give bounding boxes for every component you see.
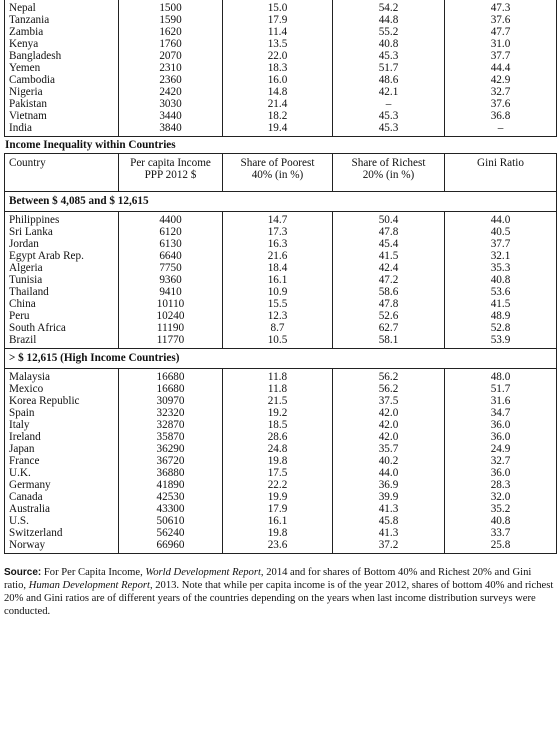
- cell-income: 1760: [119, 38, 223, 50]
- cell-poorest-share: 19.4: [223, 122, 333, 137]
- cell-gini: 47.3: [445, 0, 557, 14]
- cell-country: Cambodia: [5, 74, 119, 86]
- cell-poorest-share: 19.9: [223, 491, 333, 503]
- cell-richest-share: 45.3: [333, 122, 445, 137]
- cell-country: Switzerland: [5, 527, 119, 539]
- cell-country: Kenya: [5, 38, 119, 50]
- cell-income: 35870: [119, 431, 223, 443]
- cell-income: 10240: [119, 310, 223, 322]
- table-row: [5, 515, 557, 527]
- cell-gini: 33.7: [445, 527, 557, 539]
- cell-poorest-share: 21.5: [223, 395, 333, 407]
- high-income-body: [5, 369, 557, 554]
- cell-income: 2360: [119, 74, 223, 86]
- cell-poorest-share: 18.5: [223, 419, 333, 431]
- cell-country: Vietnam: [5, 110, 119, 122]
- cell-poorest-share: 28.6: [223, 431, 333, 443]
- cell-richest-share: 52.6: [333, 310, 445, 322]
- cell-poorest-share: 24.8: [223, 443, 333, 455]
- cell-income: 56240: [119, 527, 223, 539]
- table-row: [5, 62, 557, 74]
- cell-country: U.S.: [5, 515, 119, 527]
- cell-gini: 41.5: [445, 298, 557, 310]
- cell-gini: 36.0: [445, 467, 557, 479]
- cell-income: 42530: [119, 491, 223, 503]
- cell-gini: 25.8: [445, 539, 557, 554]
- cell-gini: 28.3: [445, 479, 557, 491]
- table-row: [5, 334, 557, 349]
- table-row: [5, 383, 557, 395]
- header-share-richest: [333, 154, 445, 192]
- cell-country: France: [5, 455, 119, 467]
- cell-poorest-share: 21.6: [223, 250, 333, 262]
- cell-country: Korea Republic: [5, 395, 119, 407]
- cell-gini: 37.7: [445, 238, 557, 250]
- cell-country: Ireland: [5, 431, 119, 443]
- cell-income: 3440: [119, 110, 223, 122]
- table-row: [5, 479, 557, 491]
- cell-richest-share: 39.9: [333, 491, 445, 503]
- cell-richest-share: 42.0: [333, 431, 445, 443]
- cell-richest-share: 37.5: [333, 395, 445, 407]
- cell-gini: 36.0: [445, 419, 557, 431]
- cell-richest-share: 44.8: [333, 14, 445, 26]
- cell-poorest-share: 16.0: [223, 74, 333, 86]
- table-row: [5, 527, 557, 539]
- table-row: [5, 369, 557, 384]
- cell-poorest-share: 11.4: [223, 26, 333, 38]
- cell-gini: 36.0: [445, 431, 557, 443]
- cell-richest-share: 41.5: [333, 250, 445, 262]
- cell-richest-share: 40.2: [333, 455, 445, 467]
- header-share-poorest: [223, 154, 333, 192]
- cell-richest-share: 42.1: [333, 86, 445, 98]
- cell-poorest-share: 10.5: [223, 334, 333, 349]
- cell-gini: 44.0: [445, 212, 557, 227]
- cell-income: 41890: [119, 479, 223, 491]
- cell-richest-share: 42.0: [333, 419, 445, 431]
- cell-income: 4400: [119, 212, 223, 227]
- cell-income: 43300: [119, 503, 223, 515]
- table-row: [5, 322, 557, 334]
- cell-country: Japan: [5, 443, 119, 455]
- cell-income: 3030: [119, 98, 223, 110]
- group-middle-income-row: [5, 192, 557, 212]
- cell-country: South Africa: [5, 322, 119, 334]
- table-row: [5, 86, 557, 98]
- cell-richest-share: 47.8: [333, 298, 445, 310]
- cell-country: Norway: [5, 539, 119, 554]
- header-poorest-line1: Share of Poorest: [240, 157, 315, 169]
- cell-country: Bangladesh: [5, 50, 119, 62]
- cell-country: Pakistan: [5, 98, 119, 110]
- source-label: Source:: [4, 567, 42, 578]
- cell-richest-share: 55.2: [333, 26, 445, 38]
- cell-richest-share: 37.2: [333, 539, 445, 554]
- cell-gini: 32.7: [445, 86, 557, 98]
- cell-income: 9410: [119, 286, 223, 298]
- table-row: [5, 274, 557, 286]
- cell-poorest-share: 23.6: [223, 539, 333, 554]
- cell-income: 7750: [119, 262, 223, 274]
- header-per-capita-income: [119, 154, 223, 192]
- cell-richest-share: 51.7: [333, 62, 445, 74]
- cell-gini: 36.8: [445, 110, 557, 122]
- cell-gini: 52.8: [445, 322, 557, 334]
- cell-country: U.K.: [5, 467, 119, 479]
- cell-poorest-share: 16.1: [223, 274, 333, 286]
- cell-country: Jordan: [5, 238, 119, 250]
- group-middle-income-label: Between $ 4,085 and $ 12,615: [5, 192, 557, 212]
- cell-country: Thailand: [5, 286, 119, 298]
- cell-income: 2310: [119, 62, 223, 74]
- cell-poorest-share: 10.9: [223, 286, 333, 298]
- table-row: [5, 310, 557, 322]
- cell-gini: 51.7: [445, 383, 557, 395]
- table-row: [5, 38, 557, 50]
- table-row: [5, 110, 557, 122]
- cell-income: 1590: [119, 14, 223, 26]
- cell-country: India: [5, 122, 119, 137]
- cell-gini: 48.0: [445, 369, 557, 384]
- cell-poorest-share: 11.8: [223, 383, 333, 395]
- table-row: [5, 467, 557, 479]
- cell-poorest-share: 21.4: [223, 98, 333, 110]
- cell-richest-share: –: [333, 98, 445, 110]
- cell-country: Canada: [5, 491, 119, 503]
- cell-richest-share: 42.4: [333, 262, 445, 274]
- cell-gini: 32.1: [445, 250, 557, 262]
- cell-income: 11770: [119, 334, 223, 349]
- cell-country: Yemen: [5, 62, 119, 74]
- cell-income: 16680: [119, 383, 223, 395]
- cell-poorest-share: 12.3: [223, 310, 333, 322]
- table-row: [5, 14, 557, 26]
- cell-poorest-share: 22.2: [223, 479, 333, 491]
- source-text-1: For Per Capita Income,: [41, 567, 146, 578]
- cell-gini: 42.9: [445, 74, 557, 86]
- cell-richest-share: 58.1: [333, 334, 445, 349]
- cell-poorest-share: 18.4: [223, 262, 333, 274]
- cell-poorest-share: 18.2: [223, 110, 333, 122]
- cell-country: Brazil: [5, 334, 119, 349]
- cell-gini: 31.0: [445, 38, 557, 50]
- table-row: [5, 98, 557, 110]
- cell-gini: 40.8: [445, 274, 557, 286]
- cell-richest-share: 47.2: [333, 274, 445, 286]
- cell-income: 32320: [119, 407, 223, 419]
- cell-poorest-share: 8.7: [223, 322, 333, 334]
- cell-income: 66960: [119, 539, 223, 554]
- cell-gini: 40.8: [445, 515, 557, 527]
- cell-poorest-share: 14.8: [223, 86, 333, 98]
- table-row: [5, 50, 557, 62]
- table-row: [5, 395, 557, 407]
- cell-country: Tanzania: [5, 14, 119, 26]
- table-row: [5, 74, 557, 86]
- cell-richest-share: 41.3: [333, 527, 445, 539]
- group-high-income-row: [5, 349, 557, 369]
- cell-gini: 35.2: [445, 503, 557, 515]
- header-gini-ratio: Gini Ratio: [445, 154, 557, 192]
- header-row: [5, 154, 557, 192]
- cell-poorest-share: 15.0: [223, 0, 333, 14]
- cell-richest-share: 56.2: [333, 383, 445, 395]
- cell-gini: 53.6: [445, 286, 557, 298]
- cell-poorest-share: 17.5: [223, 467, 333, 479]
- cell-richest-share: 35.7: [333, 443, 445, 455]
- cell-poorest-share: 15.5: [223, 298, 333, 310]
- cell-poorest-share: 16.3: [223, 238, 333, 250]
- cell-gini: 32.0: [445, 491, 557, 503]
- cell-richest-share: 42.0: [333, 407, 445, 419]
- cell-income: 36720: [119, 455, 223, 467]
- table-row: [5, 431, 557, 443]
- cell-country: Peru: [5, 310, 119, 322]
- cell-country: Germany: [5, 479, 119, 491]
- cell-income: 32870: [119, 419, 223, 431]
- cell-income: 10110: [119, 298, 223, 310]
- cell-poorest-share: 22.0: [223, 50, 333, 62]
- source-note: [4, 566, 556, 618]
- cell-country: Sri Lanka: [5, 226, 119, 238]
- cell-country: Malaysia: [5, 369, 119, 384]
- cell-gini: 53.9: [445, 334, 557, 349]
- cell-country: China: [5, 298, 119, 310]
- header-poorest-line2: 40% (in %): [251, 169, 304, 181]
- cell-country: Australia: [5, 503, 119, 515]
- table-row: [5, 250, 557, 262]
- cell-gini: –: [445, 122, 557, 137]
- cell-country: Italy: [5, 419, 119, 431]
- cell-income: 36880: [119, 467, 223, 479]
- section-title: Income Inequality within Countries: [5, 139, 176, 151]
- cell-country: Algeria: [5, 262, 119, 274]
- cell-income: 36290: [119, 443, 223, 455]
- cell-richest-share: 40.8: [333, 38, 445, 50]
- cell-gini: 31.6: [445, 395, 557, 407]
- cell-country: Mexico: [5, 383, 119, 395]
- table-row: [5, 419, 557, 431]
- cell-income: 6640: [119, 250, 223, 262]
- cell-richest-share: 56.2: [333, 369, 445, 384]
- source-report-wdr: World Development Report: [145, 567, 261, 578]
- cell-richest-share: 50.4: [333, 212, 445, 227]
- table-row: [5, 455, 557, 467]
- cell-richest-share: 62.7: [333, 322, 445, 334]
- cell-richest-share: 45.3: [333, 110, 445, 122]
- header-country: Country: [5, 154, 119, 192]
- cell-income: 30970: [119, 395, 223, 407]
- table-row: [5, 262, 557, 274]
- table-row: [5, 491, 557, 503]
- cell-richest-share: 45.4: [333, 238, 445, 250]
- cell-poorest-share: 19.2: [223, 407, 333, 419]
- cell-poorest-share: 17.9: [223, 503, 333, 515]
- cell-richest-share: 47.8: [333, 226, 445, 238]
- cell-gini: 47.7: [445, 26, 557, 38]
- table-row: [5, 298, 557, 310]
- middle-income-body: [5, 212, 557, 349]
- cell-poorest-share: 14.7: [223, 212, 333, 227]
- cell-gini: 35.3: [445, 262, 557, 274]
- cell-poorest-share: 11.8: [223, 369, 333, 384]
- cell-richest-share: 54.2: [333, 0, 445, 14]
- group-high-income-label: > $ 12,615 (High Income Countries): [5, 349, 557, 369]
- header-income-line1: Per capita Income: [130, 157, 211, 169]
- cell-country: Nigeria: [5, 86, 119, 98]
- cell-country: Tunisia: [5, 274, 119, 286]
- table-row: [5, 238, 557, 250]
- cell-poorest-share: 19.8: [223, 527, 333, 539]
- cell-country: Zambia: [5, 26, 119, 38]
- cell-poorest-share: 17.9: [223, 14, 333, 26]
- table-row: [5, 226, 557, 238]
- cell-income: 6120: [119, 226, 223, 238]
- cell-income: 16680: [119, 369, 223, 384]
- cell-richest-share: 48.6: [333, 74, 445, 86]
- cell-richest-share: 44.0: [333, 467, 445, 479]
- cell-gini: 48.9: [445, 310, 557, 322]
- source-text-2: , 2014 and for shares of Bottom 40% and Richest 20% and Gini ratio,: [4, 567, 532, 591]
- cell-richest-share: 41.3: [333, 503, 445, 515]
- cell-income: 1620: [119, 26, 223, 38]
- header-richest-line2: 20% (in %): [362, 169, 415, 181]
- cell-richest-share: 36.9: [333, 479, 445, 491]
- table-row: [5, 503, 557, 515]
- cell-income: 6130: [119, 238, 223, 250]
- cell-gini: 37.6: [445, 98, 557, 110]
- table-row: [5, 539, 557, 554]
- table-row: [5, 407, 557, 419]
- top-income-table: [4, 0, 557, 137]
- cell-gini: 24.9: [445, 443, 557, 455]
- cell-gini: 37.7: [445, 50, 557, 62]
- header-richest-line1: Share of Richest: [351, 157, 426, 169]
- cell-income: 3840: [119, 122, 223, 137]
- cell-income: 2070: [119, 50, 223, 62]
- cell-country: Nepal: [5, 0, 119, 14]
- cell-country: Egypt Arab Rep.: [5, 250, 119, 262]
- table-row: [5, 0, 557, 14]
- cell-gini: 44.4: [445, 62, 557, 74]
- header-income-line2: PPP 2012 $: [144, 169, 197, 181]
- source-report-hdr: Human Development Report: [28, 580, 150, 591]
- cell-poorest-share: 16.1: [223, 515, 333, 527]
- table-row: [5, 26, 557, 38]
- cell-country: Philippines: [5, 212, 119, 227]
- table-row: [5, 122, 557, 137]
- table-row: [5, 443, 557, 455]
- cell-poorest-share: 18.3: [223, 62, 333, 74]
- cell-richest-share: 45.3: [333, 50, 445, 62]
- cell-income: 1500: [119, 0, 223, 14]
- cell-poorest-share: 17.3: [223, 226, 333, 238]
- cell-richest-share: 58.6: [333, 286, 445, 298]
- top-table-body: [5, 0, 557, 137]
- cell-income: 9360: [119, 274, 223, 286]
- cell-poorest-share: 13.5: [223, 38, 333, 50]
- inequality-table: [4, 153, 557, 554]
- table-row: [5, 286, 557, 298]
- document-page: [4, 0, 556, 618]
- cell-country: Spain: [5, 407, 119, 419]
- table-row: [5, 212, 557, 227]
- cell-gini: 37.6: [445, 14, 557, 26]
- cell-gini: 40.5: [445, 226, 557, 238]
- cell-income: 11190: [119, 322, 223, 334]
- source-text-3: , 2013. Note that while per capita income is of the year 2012, shares of bottom 40% and richest 20% and Gini ratios are of different years of the countries depending on the years when last income distribution surveys were conducted.: [4, 580, 554, 617]
- cell-income: 2420: [119, 86, 223, 98]
- cell-income: 50610: [119, 515, 223, 527]
- cell-gini: 34.7: [445, 407, 557, 419]
- cell-gini: 32.7: [445, 455, 557, 467]
- cell-poorest-share: 19.8: [223, 455, 333, 467]
- cell-richest-share: 45.8: [333, 515, 445, 527]
